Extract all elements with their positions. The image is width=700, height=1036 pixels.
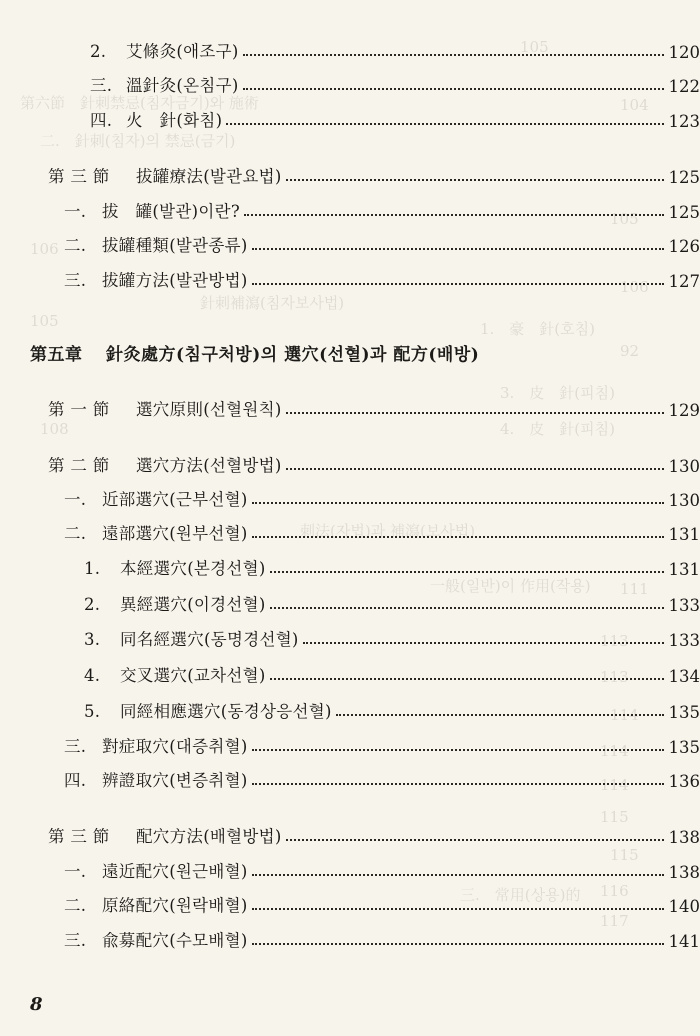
dot-leader xyxy=(286,468,664,470)
subentry-number: 3. xyxy=(84,630,101,649)
entry-number: 二. xyxy=(64,896,87,915)
page-number: 120 xyxy=(668,43,700,62)
toc-subentry xyxy=(0,660,700,686)
page-number: 130 xyxy=(668,491,700,510)
entry-title: 近部選穴(근부선혈) xyxy=(102,490,248,509)
entry-number: 四. xyxy=(64,771,87,790)
subentry-title: 交叉選穴(교차선혈) xyxy=(120,666,266,685)
toc-entry xyxy=(0,70,700,96)
entry-title: 艾條灸(애조구) xyxy=(126,42,239,61)
toc-entry xyxy=(0,484,700,510)
page-number: 131 xyxy=(668,525,700,544)
entry-title: 拔罐方法(발관방법) xyxy=(102,271,248,290)
page-number: 126 xyxy=(668,237,700,256)
chapter-title: 針灸處方(침구처방)의 選穴(선혈)과 配方(배방) xyxy=(106,345,480,365)
entry-title: 兪募配穴(수모배혈) xyxy=(102,931,248,950)
page-number: 125 xyxy=(668,203,700,222)
entry-number: 四. xyxy=(90,111,113,130)
dot-leader xyxy=(252,248,664,250)
page-number: 131 xyxy=(668,560,700,579)
entry-number: 二. xyxy=(64,236,87,255)
dot-leader xyxy=(286,839,664,841)
page-number: 133 xyxy=(668,596,700,615)
page-number: 134 xyxy=(668,667,700,686)
entry-number: 三. xyxy=(64,271,87,290)
subentry-title: 異經選穴(이경선혈) xyxy=(120,595,266,614)
dot-leader xyxy=(252,908,664,910)
page-number: 125 xyxy=(668,168,700,187)
entry-title: 拔罐種類(발관종류) xyxy=(102,236,248,255)
toc-subentry xyxy=(0,589,700,615)
section-number: 第 二 節 xyxy=(48,456,110,475)
dot-leader xyxy=(252,536,664,538)
toc-entry xyxy=(0,196,700,222)
page-number: 138 xyxy=(668,863,700,882)
entry-number: 三. xyxy=(90,76,113,95)
dot-leader xyxy=(252,874,664,876)
toc-entry xyxy=(0,765,700,791)
subentry-title: 本經選穴(본경선혈) xyxy=(120,559,266,578)
dot-leader xyxy=(243,54,664,56)
toc-entry xyxy=(0,856,700,882)
page-number: 130 xyxy=(668,457,700,476)
dot-leader xyxy=(303,642,664,644)
toc-entry xyxy=(0,105,700,131)
dot-leader xyxy=(252,783,664,785)
section-number: 第 三 節 xyxy=(48,167,110,186)
entry-title: 溫針灸(온침구) xyxy=(126,76,239,95)
page-number: 140 xyxy=(668,897,700,916)
section-number: 第 三 節 xyxy=(48,827,110,846)
entry-title: 遠近配穴(원근배혈) xyxy=(102,862,248,881)
toc-entry xyxy=(0,518,700,544)
entry-title: 對症取穴(대증취혈) xyxy=(102,737,248,756)
dot-leader xyxy=(336,714,664,716)
toc-entry xyxy=(0,925,700,951)
entry-number: 三. xyxy=(64,737,87,756)
toc-subentry xyxy=(0,553,700,579)
subentry-number: 2. xyxy=(84,595,101,614)
page-number: 129 xyxy=(668,401,700,420)
section-title: 拔罐療法(발관요법) xyxy=(136,167,282,186)
subentry-number: 4. xyxy=(84,666,101,685)
subentry-number: 1. xyxy=(84,559,101,578)
entry-number: 一. xyxy=(64,490,87,509)
toc-entry xyxy=(0,890,700,916)
toc-section xyxy=(0,161,700,187)
toc-entry xyxy=(0,36,700,62)
toc-entry xyxy=(0,230,700,256)
section-title: 配穴方法(배혈방법) xyxy=(136,827,282,846)
dot-leader xyxy=(286,179,664,181)
entry-title: 原絡配穴(원락배혈) xyxy=(102,896,248,915)
entry-title: 火 針(화침) xyxy=(126,111,223,130)
entry-title: 辨證取穴(변증취혈) xyxy=(102,771,248,790)
page-number: 138 xyxy=(668,828,700,847)
page-number: 135 xyxy=(668,703,700,722)
page-number: 135 xyxy=(668,738,700,757)
page-number: 127 xyxy=(668,272,700,291)
dot-leader xyxy=(243,88,664,90)
toc-entry xyxy=(0,731,700,757)
entry-title: 遠部選穴(원부선혈) xyxy=(102,524,248,543)
chapter-number: 第五章 xyxy=(30,345,83,365)
section-title: 選穴原則(선혈원칙) xyxy=(136,400,282,419)
entry-number: 一. xyxy=(64,862,87,881)
entry-number: 一. xyxy=(64,202,87,221)
toc-subentry xyxy=(0,696,700,722)
toc-section xyxy=(0,821,700,847)
dot-leader xyxy=(286,412,664,414)
page-number: 133 xyxy=(668,631,700,650)
dot-leader xyxy=(252,502,664,504)
page-number: 123 xyxy=(668,112,700,131)
page-number: 122 xyxy=(668,77,700,96)
toc-entry xyxy=(0,265,700,291)
subentry-title: 同名經選穴(동명경선혈) xyxy=(120,630,299,649)
dot-leader xyxy=(270,571,664,573)
dot-leader xyxy=(270,678,664,680)
subentry-title: 同經相應選穴(동경상응선혈) xyxy=(120,702,332,721)
page-number: 141 xyxy=(668,932,700,951)
toc-section xyxy=(0,450,700,476)
section-title: 選穴方法(선혈방법) xyxy=(136,456,282,475)
section-number: 第 一 節 xyxy=(48,400,110,419)
page-number: 136 xyxy=(668,772,700,791)
dot-leader xyxy=(252,943,664,945)
entry-number: 2. xyxy=(90,42,107,61)
dot-leader xyxy=(244,214,664,216)
entry-number: 三. xyxy=(64,931,87,950)
toc-section xyxy=(0,394,700,420)
entry-title: 拔 罐(발관)이란? xyxy=(102,202,240,221)
dot-leader xyxy=(252,749,664,751)
dot-leader xyxy=(270,607,664,609)
entry-number: 二. xyxy=(64,524,87,543)
subentry-number: 5. xyxy=(84,702,101,721)
chapter-heading xyxy=(0,339,700,365)
toc-subentry xyxy=(0,624,700,650)
page-folio-number: 8 xyxy=(30,994,43,1015)
dot-leader xyxy=(252,283,664,285)
dot-leader xyxy=(226,123,664,125)
bleed-through-texture: 105 第六節 針刺禁忌(침자금기)와 施術 104 二. 針刺(침자)의 禁忌(금기) 105 106 106 針刺補瀉(침자보사법) 92 105 1. 豪 針(호침) 3. 皮 針(피침) 108 4. 皮 針(피침) 刺法(자법)과 補瀉(보사법) 一般(일반)이 作用(작용) 111 113 113 114 114 114 115 115 116 117 三. 常用(상용)的 xyxy=(20,38,649,930)
